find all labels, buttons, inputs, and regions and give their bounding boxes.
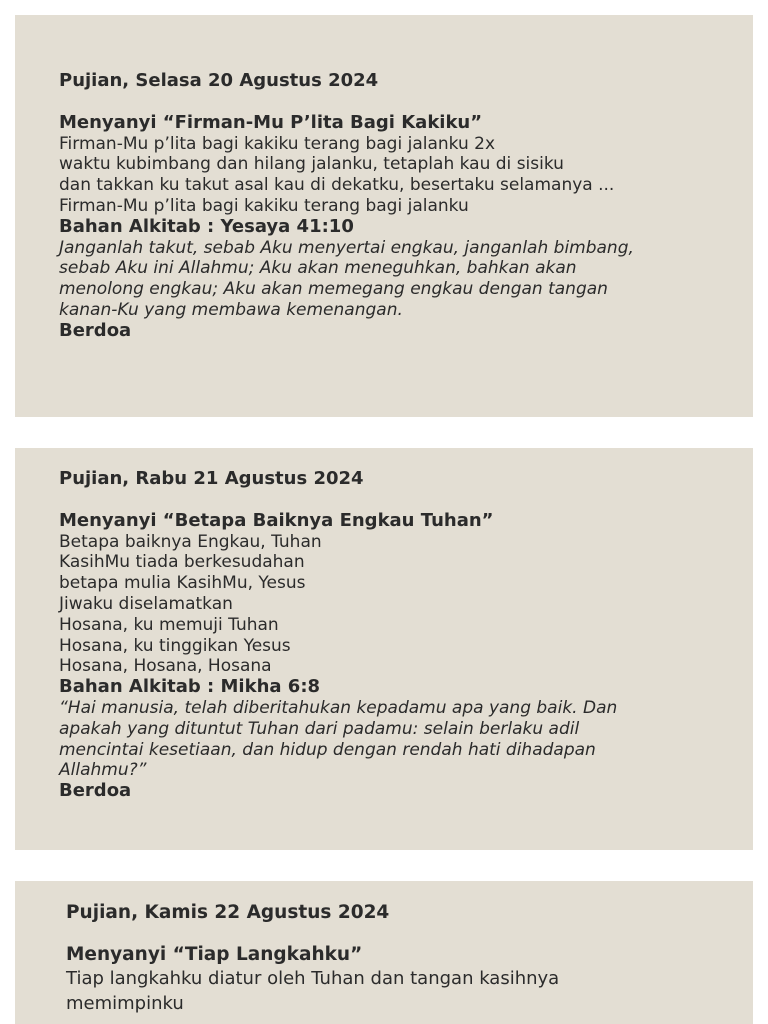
verse-line: kanan-Ku yang membawa kemenangan. [59,299,403,320]
entry-date: Pujian, Kamis 22 Agustus 2024 [66,902,390,923]
verse-line: Janganlah takut, sebab Aku menyertai engkau, janganlah bimbang, [59,237,634,258]
verse-line: sebab Aku ini Allahmu; Aku akan meneguhkan, bahkan akan [59,258,577,279]
devotion-card-wednesday [15,448,753,850]
lyric-line: waktu kubimbang dan hilang jalanku, tetaplah kau di sisiku [59,154,564,175]
song-title: Menyanyi “Betapa Baiknya Engkau Tuhan” [59,509,494,531]
lyric-line: Betapa baiknya Engkau, Tuhan [59,531,322,552]
lyric-line: Hosana, Hosana, Hosana [59,656,272,677]
lyric-line: Tiap langkahku diatur oleh Tuhan dan tangan kasihnya [66,968,560,989]
lyric-line: Firman-Mu p’lita bagi kakiku terang bagi jalanku [59,195,469,216]
devotion-card-thursday [15,881,753,1024]
devotion-card-tuesday [15,15,753,417]
song-title: Menyanyi “Tiap Langkahku” [66,943,363,965]
verse-line: Allahmu?” [59,760,147,781]
lyric-line: betapa mulia KasihMu, Yesus [59,573,306,594]
verse-line: “Hai manusia, telah diberitahukan kepadamu apa yang baik. Dan [59,697,618,718]
entry-date: Pujian, Rabu 21 Agustus 2024 [59,468,364,489]
verse-line: apakah yang dituntut Tuhan dari padamu: selain berlaku adil [59,718,580,739]
verse-line: menolong engkau; Aku akan memegang engkau dengan tangan [59,279,608,300]
bible-reading: Bahan Alkitab : Yesaya 41:10 [59,215,354,237]
song-title: Menyanyi “Firman-Mu P’lita Bagi Kakiku” [59,111,483,133]
closing-prayer: Berdoa [59,319,132,341]
lyric-line: memimpinku [66,992,184,1014]
bible-reading: Bahan Alkitab : Mikha 6:8 [59,676,321,698]
lyric-line: Firman-Mu p’lita bagi kakiku terang bagi jalanku 2x [59,133,496,154]
lyric-line: dan takkan ku takut asal kau di dekatku, besertaku selamanya ... [59,175,615,196]
verse-line: mencintai kesetiaan, dan hidup dengan rendah hati dihadapan [59,739,596,760]
lyric-line: Hosana, ku memuji Tuhan [59,614,279,635]
lyric-line: KasihMu tiada berkesudahan [59,552,305,573]
lyric-line: Jiwaku diselamatkan [59,593,233,614]
lyric-line: Hosana, ku tinggikan Yesus [59,635,291,656]
closing-prayer: Berdoa [59,780,132,802]
entry-date: Pujian, Selasa 20 Agustus 2024 [59,70,379,91]
